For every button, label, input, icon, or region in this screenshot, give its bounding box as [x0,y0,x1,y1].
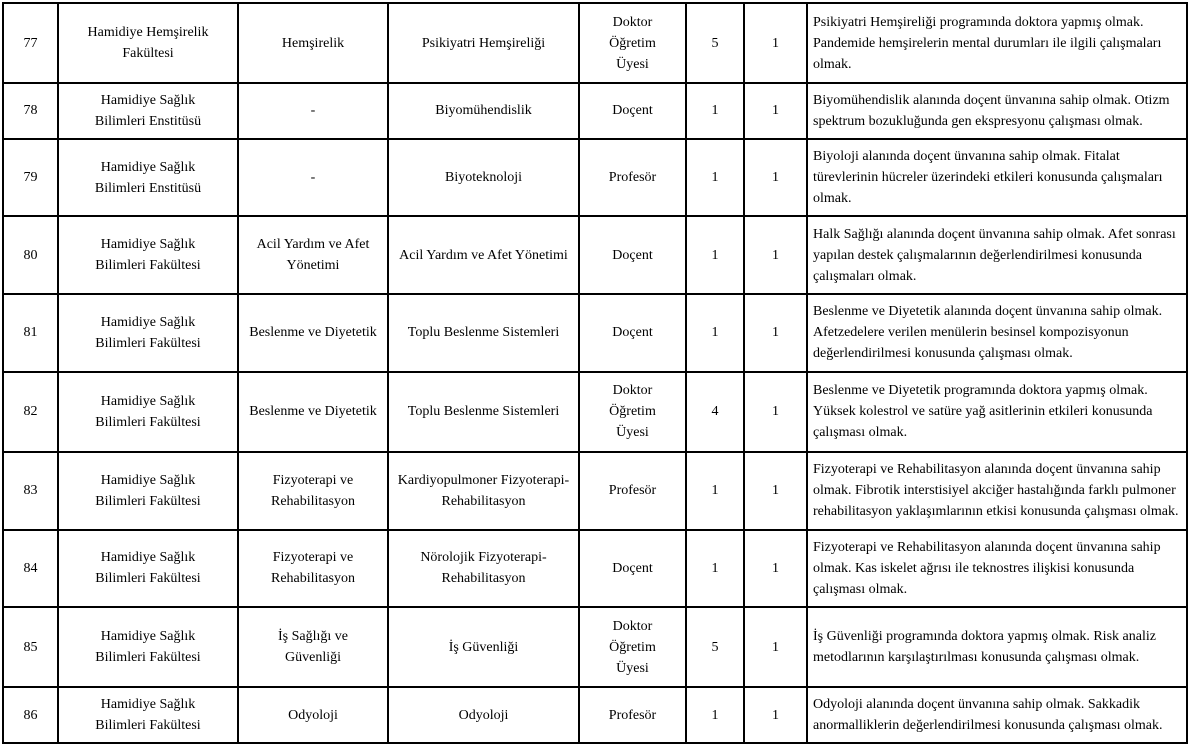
program-cell: Toplu Beslenme Sistemleri [388,294,579,372]
description-cell: Beslenme ve Diyetetik programında doktora yapmış olmak. Yüksek kolestrol ve satüre yağ asitlerinin etkileri konusunda çalışması olmak. [807,372,1187,452]
grade-cell: 4 [686,372,744,452]
department-cell: Fizyoterapi ve Rehabilitasyon [238,530,388,608]
count-cell: 1 [744,3,807,83]
department-cell: İş Sağlığı ve Güvenliği [238,607,388,687]
table-row [3,139,1187,217]
description-cell: Psikiyatri Hemşireliği programında doktora yapmış olmak. Pandemide hemşirelerin mental durumları ile ilgili çalışmaları olmak. [807,3,1187,83]
count-cell: 1 [744,294,807,372]
grade-cell: 1 [686,294,744,372]
faculty-cell: Hamidiye Sağlık Bilimleri Fakültesi [58,216,238,294]
department-cell: Acil Yardım ve Afet Yönetimi [238,216,388,294]
description-cell: Halk Sağlığı alanında doçent ünvanına sahip olmak. Afet sonrası yapılan destek çalışmalarının değerlendirilmesi konusunda çalışmaları olmak. [807,216,1187,294]
table-row [3,216,1187,294]
count-cell: 1 [744,452,807,530]
program-cell: İş Güvenliği [388,607,579,687]
description-cell: Fizyoterapi ve Rehabilitasyon alanında doçent ünvanına sahip olmak. Kas iskelet ağrısı ile teknostres ilişkisi konusunda çalışması olmak. [807,530,1187,608]
academic-title-cell: Profesör [579,139,686,217]
row-number-cell: 85 [3,607,58,687]
program-cell: Toplu Beslenme Sistemleri [388,372,579,452]
count-cell: 1 [744,216,807,294]
faculty-cell: Hamidiye Sağlık Bilimleri Fakültesi [58,607,238,687]
count-cell: 1 [744,607,807,687]
faculty-cell: Hamidiye Hemşirelik Fakültesi [58,3,238,83]
academic-title-cell: Doktor Öğretim Üyesi [579,607,686,687]
grade-cell: 5 [686,3,744,83]
table-row [3,687,1187,743]
academic-title-cell: Profesör [579,687,686,743]
grade-cell: 1 [686,452,744,530]
description-cell: İş Güvenliği programında doktora yapmış olmak. Risk analiz metodlarının karşılaştırılması konusunda çalışması olmak. [807,607,1187,687]
table-body [3,3,1187,743]
program-cell: Biyomühendislik [388,83,579,139]
grade-cell: 1 [686,83,744,139]
grade-cell: 1 [686,530,744,608]
row-number-cell: 78 [3,83,58,139]
grade-cell: 5 [686,607,744,687]
faculty-cell: Hamidiye Sağlık Bilimleri Enstitüsü [58,83,238,139]
program-cell: Biyoteknoloji [388,139,579,217]
faculty-cell: Hamidiye Sağlık Bilimleri Fakültesi [58,530,238,608]
description-cell: Odyoloji alanında doçent ünvanına sahip olmak. Sakkadik anormalliklerin değerlendirilmesi konusunda çalışması olmak. [807,687,1187,743]
faculty-cell: Hamidiye Sağlık Bilimleri Fakültesi [58,687,238,743]
academic-title-cell: Profesör [579,452,686,530]
row-number-cell: 80 [3,216,58,294]
count-cell: 1 [744,530,807,608]
academic-title-cell: Doktor Öğretim Üyesi [579,372,686,452]
grade-cell: 1 [686,216,744,294]
faculty-cell: Hamidiye Sağlık Bilimleri Fakültesi [58,294,238,372]
department-cell: Odyoloji [238,687,388,743]
faculty-cell: Hamidiye Sağlık Bilimleri Enstitüsü [58,139,238,217]
row-number-cell: 77 [3,3,58,83]
job-postings-table [2,2,1188,744]
department-cell: Hemşirelik [238,3,388,83]
count-cell: 1 [744,687,807,743]
count-cell: 1 [744,139,807,217]
academic-title-cell: Doktor Öğretim Üyesi [579,3,686,83]
row-number-cell: 79 [3,139,58,217]
row-number-cell: 86 [3,687,58,743]
table-row [3,3,1187,83]
table-row [3,372,1187,452]
row-number-cell: 83 [3,452,58,530]
row-number-cell: 84 [3,530,58,608]
count-cell: 1 [744,372,807,452]
faculty-cell: Hamidiye Sağlık Bilimleri Fakültesi [58,452,238,530]
academic-title-cell: Doçent [579,294,686,372]
row-number-cell: 82 [3,372,58,452]
department-cell: - [238,83,388,139]
table-row [3,530,1187,608]
program-cell: Odyoloji [388,687,579,743]
table-row [3,294,1187,372]
department-cell: - [238,139,388,217]
count-cell: 1 [744,83,807,139]
department-cell: Beslenme ve Diyetetik [238,372,388,452]
row-number-cell: 81 [3,294,58,372]
grade-cell: 1 [686,139,744,217]
academic-title-cell: Doçent [579,216,686,294]
program-cell: Nörolojik Fizyoterapi-Rehabilitasyon [388,530,579,608]
program-cell: Psikiyatri Hemşireliği [388,3,579,83]
department-cell: Beslenme ve Diyetetik [238,294,388,372]
table-row [3,607,1187,687]
table-row [3,83,1187,139]
program-cell: Kardiyopulmoner Fizyoterapi- Rehabilitasyon [388,452,579,530]
description-cell: Fizyoterapi ve Rehabilitasyon alanında doçent ünvanına sahip olmak. Fibrotik interstisiyel akciğer hastalığında farklı pulmoner rehabilitasyon yaklaşımlarının etkisi konusunda çalışması olmak. [807,452,1187,530]
description-cell: Beslenme ve Diyetetik alanında doçent ünvanına sahip olmak. Afetzedelere verilen menülerin besinsel kompozisyonun değerlendirilmesi konusunda çalışması olmak. [807,294,1187,372]
grade-cell: 1 [686,687,744,743]
academic-title-cell: Doçent [579,83,686,139]
department-cell: Fizyoterapi ve Rehabilitasyon [238,452,388,530]
table-row [3,452,1187,530]
description-cell: Biyoloji alanında doçent ünvanına sahip olmak. Fitalat türevlerinin hücreler üzerindeki etkileri konusunda çalışmaları olmak. [807,139,1187,217]
program-cell: Acil Yardım ve Afet Yönetimi [388,216,579,294]
description-cell: Biyomühendislik alanında doçent ünvanına sahip olmak. Otizm spektrum bozukluğunda gen ekspresyonu çalışması olmak. [807,83,1187,139]
faculty-cell: Hamidiye Sağlık Bilimleri Fakültesi [58,372,238,452]
academic-title-cell: Doçent [579,530,686,608]
